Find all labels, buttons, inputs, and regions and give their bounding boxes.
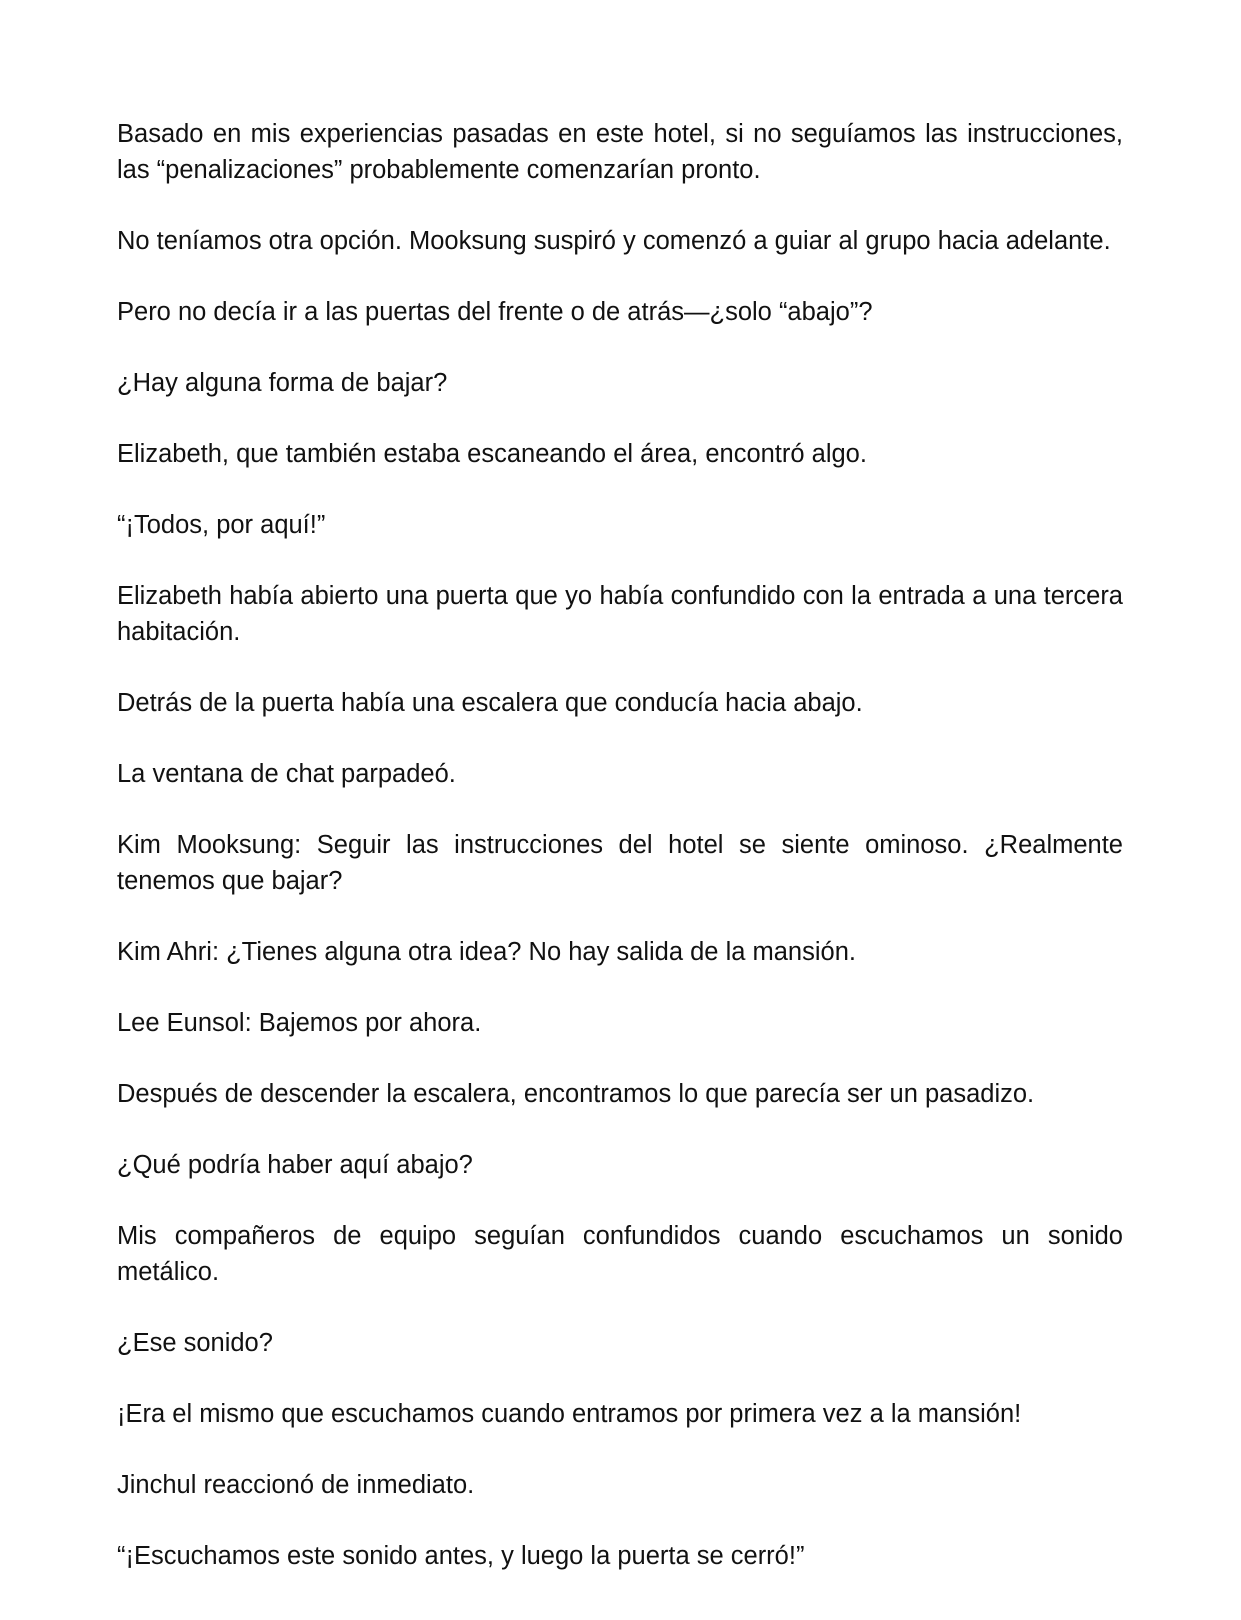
paragraph: Kim Mooksung: Seguir las instrucciones del hotel se siente ominoso. ¿Realmente tenemos que bajar? (117, 831, 1123, 895)
paragraph: No teníamos otra opción. Mooksung suspiró y comenzó a guiar al grupo hacia adelante. (117, 227, 1111, 255)
paragraph: Lee Eunsol: Bajemos por ahora. (117, 1009, 482, 1037)
paragraph: Kim Ahri: ¿Tienes alguna otra idea? No hay salida de la mansión. (117, 938, 856, 966)
paragraph: Jinchul reaccionó de inmediato. (117, 1471, 475, 1499)
paragraph: Basado en mis experiencias pasadas en este hotel, si no seguíamos las instrucciones, las “penalizaciones” probablemente comenzarían pronto. (117, 120, 1123, 184)
paragraph: Elizabeth había abierto una puerta que yo había confundido con la entrada a una tercera habitación. (117, 582, 1123, 646)
paragraph: Después de descender la escalera, encontramos lo que parecía ser un pasadizo. (117, 1080, 1035, 1108)
paragraph: Pero no decía ir a las puertas del frente o de atrás—¿solo “abajo”? (117, 298, 873, 326)
paragraph: Mis compañeros de equipo seguían confundidos cuando escuchamos un sonido metálico. (117, 1222, 1123, 1286)
paragraph: Elizabeth, que también estaba escaneando el área, encontró algo. (117, 440, 867, 468)
paragraph: ¡Era el mismo que escuchamos cuando entramos por primera vez a la mansión! (117, 1400, 1022, 1428)
paragraph: Detrás de la puerta había una escalera que conducía hacia abajo. (117, 689, 863, 717)
paragraph: ¿Qué podría haber aquí abajo? (117, 1151, 473, 1179)
paragraph: “¡Escuchamos este sonido antes, y luego la puerta se cerró!” (117, 1542, 805, 1570)
paragraph: ¿Ese sonido? (117, 1329, 273, 1357)
paragraph: “¡Todos, por aquí!” (117, 511, 326, 539)
paragraph: ¿Hay alguna forma de bajar? (117, 369, 448, 397)
document-page (117, 116, 1123, 1574)
paragraph: La ventana de chat parpadeó. (117, 760, 456, 788)
